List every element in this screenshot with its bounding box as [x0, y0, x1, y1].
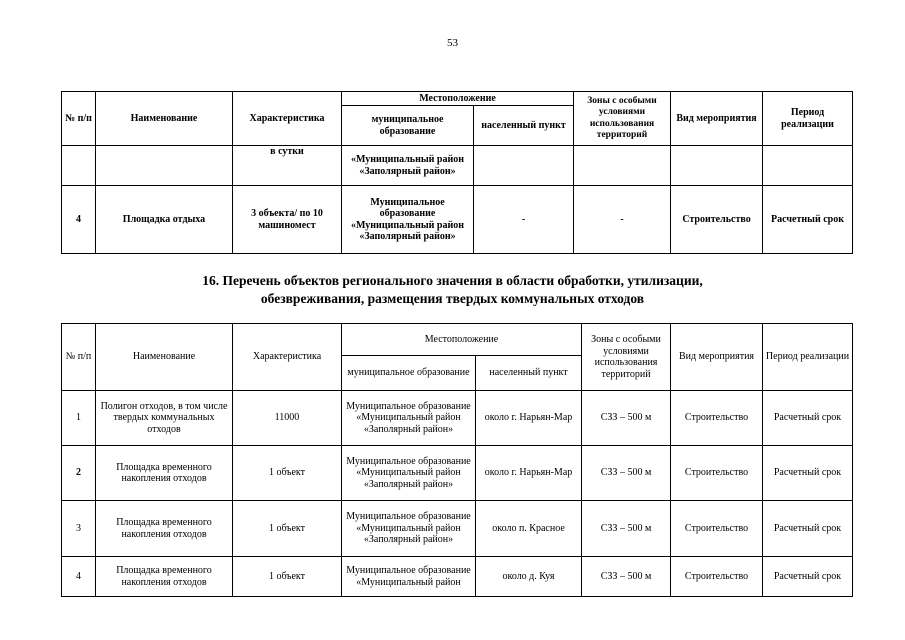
- cell-period: Расчетный срок: [763, 446, 853, 501]
- cell-zones: СЗЗ – 500 м: [582, 557, 671, 597]
- cell-activity: Строительство: [671, 557, 763, 597]
- table-row: [62, 391, 853, 446]
- cell-activity: Строительство: [671, 391, 763, 446]
- cell-settlement: [474, 146, 574, 186]
- cell-period: [763, 146, 853, 186]
- table-row: [62, 186, 853, 254]
- cell-zones: -: [574, 186, 671, 254]
- cell-activity: Строительство: [671, 186, 763, 254]
- table-row: [62, 557, 853, 597]
- cell-name: Площадка отдыха: [96, 186, 233, 254]
- waste-objects-table: [61, 323, 853, 597]
- header-activity: Вид мероприятия: [671, 324, 763, 391]
- cell-name: Площадка временного накопления отходов: [96, 557, 233, 597]
- cell-characteristic: 1 объект: [233, 557, 342, 597]
- cell-zones: СЗЗ – 500 м: [582, 501, 671, 557]
- cell-period: Расчетный срок: [763, 391, 853, 446]
- header-characteristic: Характеристика: [233, 92, 342, 146]
- header-municipality: муниципальное образование: [342, 356, 476, 391]
- cell-municipality: Муниципальное образование «Муниципальный район: [342, 557, 476, 597]
- cell-num: 3: [62, 501, 96, 557]
- cell-name: Площадка временного накопления отходов: [96, 446, 233, 501]
- cell-settlement: около г. Нарьян-Мар: [476, 391, 582, 446]
- cell-name: Полигон отходов, в том числе твердых коммунальных отходов: [96, 391, 233, 446]
- header-activity: Вид мероприятия: [671, 92, 763, 146]
- header-name: Наименование: [96, 92, 233, 146]
- cell-num: 1: [62, 391, 96, 446]
- cell-settlement: -: [474, 186, 574, 254]
- header-settlement: населенный пункт: [476, 356, 582, 391]
- header-period: Период реализации: [763, 92, 853, 146]
- cell-settlement: около д. Куя: [476, 557, 582, 597]
- cell-characteristic: 3 объекта/ по 10 машиномест: [233, 186, 342, 254]
- cell-municipality: Муниципальное образование «Муниципальный район «Заполярный район»: [342, 446, 476, 501]
- cell-num: 2: [62, 446, 96, 501]
- cell-name: Площадка временного накопления отходов: [96, 501, 233, 557]
- cell-period: Расчетный срок: [763, 186, 853, 254]
- cell-municipality: «Муниципальный район «Заполярный район»: [342, 146, 474, 186]
- header-zones: Зоны с особыми условиями использования территорий: [574, 92, 671, 146]
- cell-municipality: Муниципальное образование «Муниципальный район «Заполярный район»: [342, 391, 476, 446]
- header-municipality: муниципальное образование: [342, 106, 474, 146]
- objects-table-continued: [61, 91, 853, 254]
- page-number: 53: [447, 37, 458, 49]
- cell-characteristic: в сутки: [233, 146, 342, 186]
- table-row: [62, 446, 853, 501]
- cell-municipality: Муниципальное образование «Муниципальный район «Заполярный район»: [342, 186, 474, 254]
- header-period: Период реализации: [763, 324, 853, 391]
- cell-zones: СЗЗ – 500 м: [582, 446, 671, 501]
- header-zones: Зоны с особыми условиями использования территорий: [582, 324, 671, 391]
- table-row: [62, 146, 853, 186]
- header-num: № п/п: [62, 92, 96, 146]
- cell-settlement: около г. Нарьян-Мар: [476, 446, 582, 501]
- cell-activity: Строительство: [671, 501, 763, 557]
- cell-municipality: Муниципальное образование «Муниципальный район «Заполярный район»: [342, 501, 476, 557]
- cell-period: Расчетный срок: [763, 557, 853, 597]
- cell-num: 4: [62, 186, 96, 254]
- cell-activity: [671, 146, 763, 186]
- cell-activity: Строительство: [671, 446, 763, 501]
- header-settlement: населенный пункт: [474, 106, 574, 146]
- cell-zones: СЗЗ – 500 м: [582, 391, 671, 446]
- cell-characteristic: 11000: [233, 391, 342, 446]
- section-title-line-1: 16. Перечень объектов регионального значения в области обработки, утилизации,: [202, 273, 703, 288]
- cell-num: 4: [62, 557, 96, 597]
- cell-num: [62, 146, 96, 186]
- cell-characteristic: 1 объект: [233, 501, 342, 557]
- section-title-line-2: обезвреживания, размещения твердых коммунальных отходов: [260, 291, 645, 306]
- header-num: № п/п: [62, 324, 96, 391]
- header-location: Местоположение: [342, 324, 582, 356]
- cell-period: Расчетный срок: [763, 501, 853, 557]
- header-name: Наименование: [96, 324, 233, 391]
- cell-settlement: около п. Красное: [476, 501, 582, 557]
- cell-characteristic: 1 объект: [233, 446, 342, 501]
- cell-name: [96, 146, 233, 186]
- table-row: [62, 501, 853, 557]
- header-location: Местоположение: [342, 92, 574, 106]
- section-title: [0, 272, 905, 308]
- cell-zones: [574, 146, 671, 186]
- header-characteristic: Характеристика: [233, 324, 342, 391]
